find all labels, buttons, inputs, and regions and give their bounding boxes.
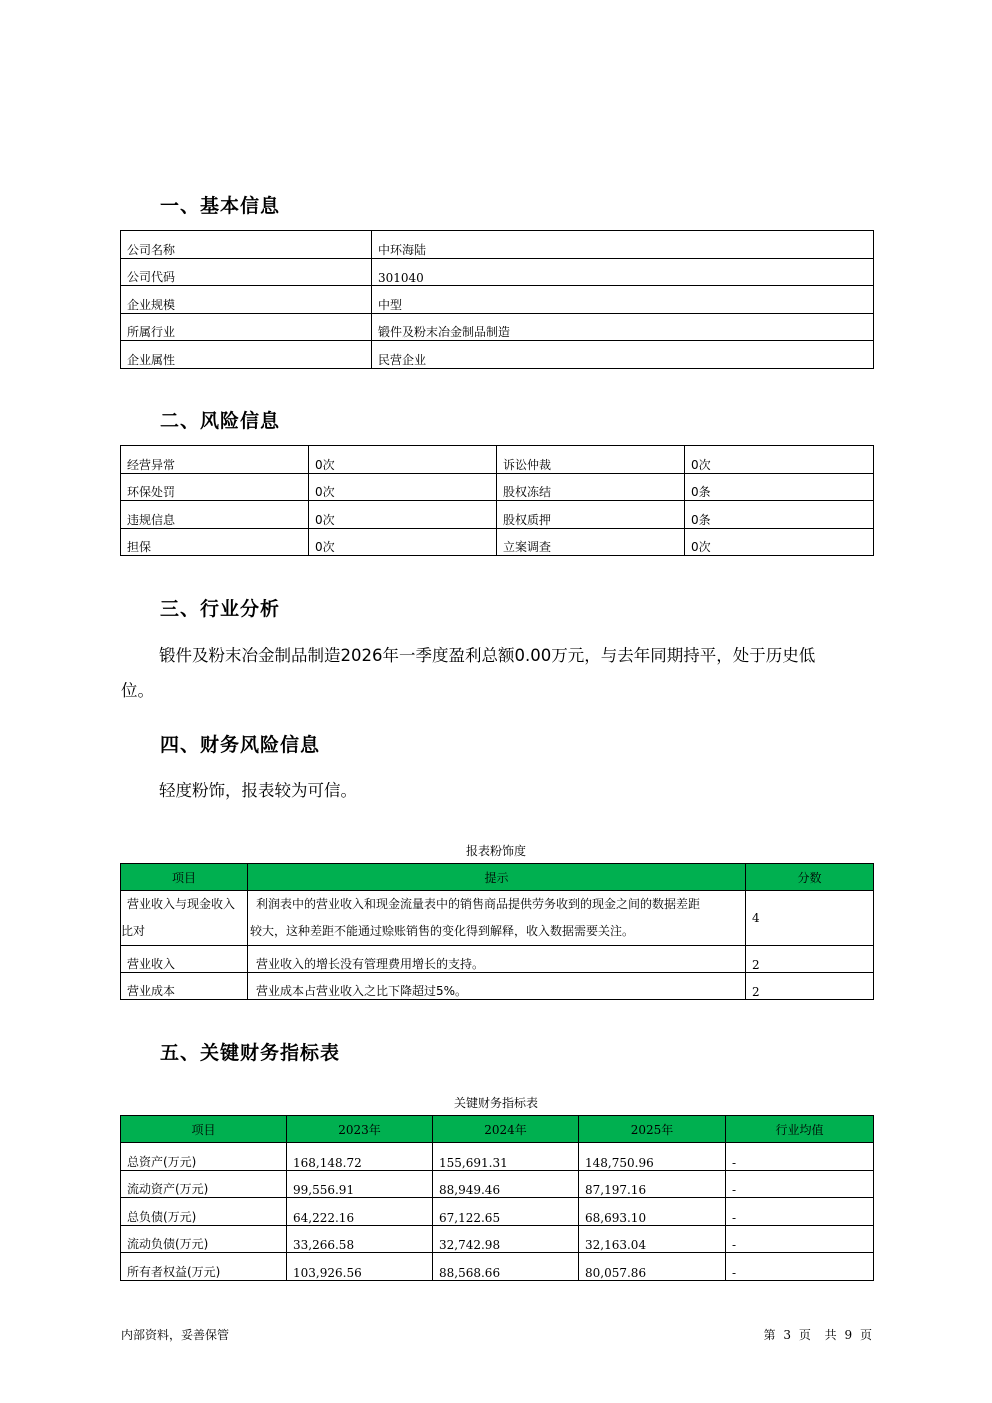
risk-label: 违规信息 bbox=[121, 501, 309, 529]
section-title-financial-risk: 四、财务风险信息 bbox=[160, 734, 321, 756]
whitewash-score: 4 bbox=[746, 891, 874, 946]
table-row bbox=[121, 1143, 874, 1171]
risk-value: 0次 bbox=[685, 529, 874, 556]
value-2024: 88,568.66 bbox=[433, 1253, 579, 1281]
indicator-label: 所有者权益(万元) bbox=[121, 1253, 287, 1281]
table-row bbox=[121, 1226, 874, 1253]
key-indicators-table bbox=[120, 1115, 874, 1281]
total-prefix: 共 bbox=[824, 1328, 837, 1342]
indicator-label: 总资产(万元) bbox=[121, 1143, 287, 1171]
whitewash-hint: 营业成本占营业收入之比下降超过5%。 bbox=[248, 973, 746, 1000]
section-title-basic: 一、基本信息 bbox=[160, 195, 281, 217]
risk-value: 0次 bbox=[309, 529, 497, 556]
risk-label: 股权冻结 bbox=[497, 474, 685, 501]
whitewash-item-line1: 营业收入与现金收入 bbox=[127, 897, 236, 911]
value-2023: 103,926.56 bbox=[287, 1253, 433, 1281]
whitewash-table-caption: 报表粉饰度 bbox=[465, 844, 526, 858]
indicator-label: 流动负债(万元) bbox=[121, 1226, 287, 1253]
industry-avg: - bbox=[726, 1171, 874, 1198]
risk-value: 0次 bbox=[309, 501, 497, 529]
risk-info-table bbox=[120, 445, 874, 556]
whitewash-item: 营业收入 bbox=[121, 946, 248, 973]
basic-value: 301040 bbox=[372, 259, 874, 286]
basic-label: 企业规模 bbox=[121, 286, 372, 314]
risk-label: 股权质押 bbox=[497, 501, 685, 529]
value-2023: 168,148.72 bbox=[287, 1143, 433, 1171]
whitewash-score: 2 bbox=[746, 973, 874, 1000]
col-header-industry-avg: 行业均值 bbox=[726, 1116, 874, 1143]
risk-value: 0次 bbox=[685, 446, 874, 474]
risk-label: 担保 bbox=[121, 529, 309, 556]
risk-value: 0次 bbox=[309, 446, 497, 474]
page-prefix: 第 bbox=[763, 1328, 776, 1342]
industry-avg: - bbox=[726, 1253, 874, 1281]
industry-avg: - bbox=[726, 1226, 874, 1253]
basic-value: 锻件及粉末冶金制品制造 bbox=[372, 314, 874, 341]
industry-avg: - bbox=[726, 1143, 874, 1171]
indicator-label: 流动资产(万元) bbox=[121, 1171, 287, 1198]
section-title-key-indicators: 五、关键财务指标表 bbox=[160, 1042, 341, 1064]
col-header-item: 项目 bbox=[121, 1116, 287, 1143]
table-row bbox=[121, 1253, 874, 1281]
value-2025: 87,197.16 bbox=[579, 1171, 726, 1198]
basic-label: 所属行业 bbox=[121, 314, 372, 341]
whitewash-table bbox=[120, 863, 874, 1000]
table-row bbox=[121, 1171, 874, 1198]
value-2023: 64,222.16 bbox=[287, 1198, 433, 1226]
basic-info-table bbox=[120, 230, 874, 369]
value-2025: 32,163.04 bbox=[579, 1226, 726, 1253]
risk-value: 0条 bbox=[685, 474, 874, 501]
risk-label: 立案调查 bbox=[497, 529, 685, 556]
risk-label: 诉讼仲裁 bbox=[497, 446, 685, 474]
industry-avg: - bbox=[726, 1198, 874, 1226]
page-suffix: 页 bbox=[859, 1328, 872, 1342]
col-header-2024: 2024年 bbox=[433, 1116, 579, 1143]
basic-label: 公司名称 bbox=[121, 231, 372, 259]
col-header-2025: 2025年 bbox=[579, 1116, 726, 1143]
value-2025: 80,057.86 bbox=[579, 1253, 726, 1281]
whitewash-hint bbox=[248, 891, 746, 946]
col-header-item: 项目 bbox=[121, 864, 248, 891]
indicator-label: 总负债(万元) bbox=[121, 1198, 287, 1226]
risk-label: 经营异常 bbox=[121, 446, 309, 474]
col-header-score: 分数 bbox=[746, 864, 874, 891]
value-2024: 155,691.31 bbox=[433, 1143, 579, 1171]
page-total: 9 bbox=[844, 1328, 853, 1342]
whitewash-hint-line2: 较大，这种差距不能通过赊账销售的变化得到解释，收入数据需要关注。 bbox=[250, 924, 635, 938]
risk-value: 0条 bbox=[685, 501, 874, 529]
whitewash-hint: 营业收入的增长没有管理费用增长的支持。 bbox=[248, 946, 746, 973]
industry-analysis-text-cont: 位。 bbox=[121, 681, 154, 700]
basic-value: 中环海陆 bbox=[372, 231, 874, 259]
whitewash-hint-line1: 利润表中的营业收入和现金流量表中的销售商品提供劳务收到的现金之间的数据差距 bbox=[256, 897, 701, 911]
value-2025: 148,750.96 bbox=[579, 1143, 726, 1171]
whitewash-item-line2: 比对 bbox=[121, 924, 146, 938]
basic-label: 企业属性 bbox=[121, 341, 372, 369]
footer-confidential-note: 内部资料，妥善保管 bbox=[121, 1328, 230, 1342]
table-row bbox=[121, 1198, 874, 1226]
whitewash-item bbox=[121, 891, 248, 946]
basic-value: 中型 bbox=[372, 286, 874, 314]
key-table-caption: 关键财务指标表 bbox=[453, 1096, 538, 1110]
basic-value: 民营企业 bbox=[372, 341, 874, 369]
whitewash-item: 营业成本 bbox=[121, 973, 248, 1000]
section-title-industry: 三、行业分析 bbox=[160, 598, 281, 620]
page-number bbox=[764, 1326, 872, 1343]
col-header-hint: 提示 bbox=[248, 864, 746, 891]
value-2023: 99,556.91 bbox=[287, 1171, 433, 1198]
whitewash-score: 2 bbox=[746, 946, 874, 973]
basic-label: 公司代码 bbox=[121, 259, 372, 286]
page-current: 3 bbox=[783, 1328, 791, 1342]
risk-label: 环保处罚 bbox=[121, 474, 309, 501]
page-mid: 页 bbox=[798, 1328, 811, 1342]
risk-value: 0次 bbox=[309, 474, 497, 501]
value-2024: 32,742.98 bbox=[433, 1226, 579, 1253]
value-2024: 67,122.65 bbox=[433, 1198, 579, 1226]
financial-risk-text: 轻度粉饰，报表较为可信。 bbox=[159, 781, 357, 800]
value-2025: 68,693.10 bbox=[579, 1198, 726, 1226]
industry-analysis-text: 锻件及粉末冶金制品制造2026年一季度盈利总额0.00万元，与去年同期持平，处于历史低 bbox=[159, 646, 816, 665]
value-2024: 88,949.46 bbox=[433, 1171, 579, 1198]
value-2023: 33,266.58 bbox=[287, 1226, 433, 1253]
col-header-2023: 2023年 bbox=[287, 1116, 433, 1143]
section-title-risk: 二、风险信息 bbox=[160, 410, 281, 432]
